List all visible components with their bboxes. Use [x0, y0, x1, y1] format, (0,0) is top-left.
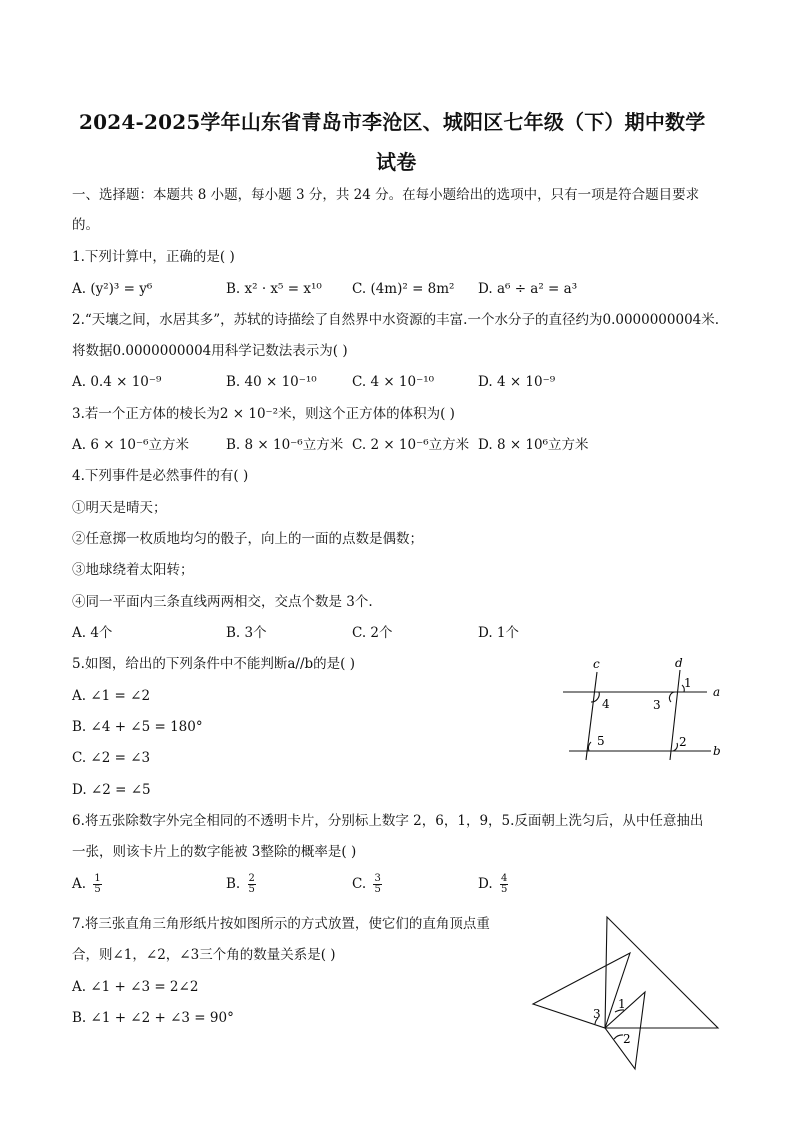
- q2-option-d[interactable]: D. 4 × 10⁻⁹: [478, 374, 556, 390]
- q4-item-4: ④同一平面内三条直线两两相交，交点个数是 3个.: [72, 594, 373, 610]
- fraction: $\frac{2}{5}$: [248, 873, 255, 895]
- q6-stem: 6.将五张除数字外完全相同的不透明卡片，分别标上数字 2，6，1，9，5.反面朝上洗匀后，从中任意抽出: [72, 813, 704, 829]
- angle-5-label: 5: [597, 734, 605, 748]
- q3-option-a[interactable]: A. 6 × 10⁻⁶立方米: [72, 437, 190, 453]
- q1-option-c[interactable]: C. (4m)² = 8m²: [352, 281, 455, 297]
- q6-option-a[interactable]: A. $\frac{1}{5}$: [72, 873, 101, 895]
- q4-option-d[interactable]: D. 1个: [478, 625, 520, 641]
- page-title: 2024-2025学年山东省青岛市李沧区、城阳区七年级（下）期中数学: [79, 110, 706, 134]
- label-d: d: [675, 656, 683, 670]
- page-title-cont: 试卷: [376, 150, 417, 174]
- q1-option-b-expr: x² · x⁵ = x¹⁰: [244, 281, 322, 297]
- q1-stem: 1.下列计算中，正确的是( ): [72, 249, 235, 265]
- q3-option-b[interactable]: B. 8 × 10⁻⁶立方米: [226, 437, 344, 453]
- q2-option-a[interactable]: A. 0.4 × 10⁻⁹: [72, 374, 162, 390]
- label-a: a: [713, 685, 721, 699]
- q6-option-b[interactable]: B. $\frac{2}{5}$: [226, 873, 255, 895]
- q4-stem: 4.下列事件是必然事件的有( ): [72, 468, 249, 484]
- q5-parallel-lines-figure: [555, 652, 735, 772]
- q2-stem-cont: 将数据0.0000000004用科学记数法表示为( ): [72, 343, 348, 359]
- q5-option-b[interactable]: B. ∠4 + ∠5 = 180°: [72, 719, 203, 735]
- q5-stem: 5.如图，给出的下列条件中不能判断a//b的是( ): [72, 656, 355, 672]
- q4-option-c[interactable]: C. 2个: [352, 625, 393, 641]
- q2-option-c-expr: 4 × 10⁻¹⁰: [370, 374, 435, 390]
- q1-option-c-expr: (4m)² = 8m²: [370, 281, 455, 297]
- q1-option-d[interactable]: D. a⁶ ÷ a² = a³: [478, 281, 578, 297]
- angle-1-label: 1: [618, 997, 626, 1011]
- triangle-left: [533, 953, 630, 1028]
- q1-option-a-expr: (y²)³ = y⁶: [90, 281, 153, 297]
- q5-option-c[interactable]: C. ∠2 = ∠3: [72, 750, 151, 766]
- label-b: b: [713, 744, 721, 758]
- q4-option-b[interactable]: B. 3个: [226, 625, 267, 641]
- q3-option-c-expr: 2 × 10⁻⁶立方米: [370, 437, 470, 453]
- q1-option-b[interactable]: B. x² · x⁵ = x¹⁰: [226, 281, 322, 297]
- q7-triangles-figure: [525, 912, 725, 1074]
- line-c: [586, 672, 597, 760]
- q7-option-b[interactable]: B. ∠1 + ∠2 + ∠3 = 90°: [72, 1010, 234, 1026]
- q1-option-a[interactable]: A. (y²)³ = y⁶: [72, 281, 153, 297]
- q7-stem: 7.将三张直角三角形纸片按如图所示的方式放置，使它们的直角顶点重: [72, 916, 490, 932]
- q4-item-3: ③地球绕着太阳转；: [72, 562, 194, 578]
- fraction: $\frac{1}{5}$: [94, 873, 101, 895]
- angle-3-label: 3: [593, 1007, 601, 1021]
- q2-stem: 2.“天壤之间，水居其多”，苏轼的诗描绘了自然界中水资源的丰富.一个水分子的直径约为0.0000000004米.: [72, 312, 720, 328]
- q2-option-d-expr: 4 × 10⁻⁹: [496, 374, 556, 390]
- q4-item-2: ②任意掷一枚质地均匀的骰子，向上的一面的点数是偶数；: [72, 531, 423, 547]
- q5-option-a[interactable]: A. ∠1 = ∠2: [72, 688, 151, 704]
- section-header: 一、选择题：本题共 8 小题，每小题 3 分，共 24 分。在每小题给出的选项中，只有一项是符合题目要求: [72, 187, 700, 203]
- q5-option-d[interactable]: D. ∠2 = ∠5: [72, 782, 151, 798]
- fraction: $\frac{3}{5}$: [374, 873, 381, 895]
- q2-option-b-expr: 40 × 10⁻¹⁰: [244, 374, 317, 390]
- q3-option-b-expr: 8 × 10⁻⁶立方米: [244, 437, 344, 453]
- angle-3-label: 3: [653, 698, 661, 712]
- q6-stem-cont: 一张，则该卡片上的数字能被 3整除的概率是( ): [72, 844, 357, 860]
- section-header-cont: 的。: [72, 217, 99, 233]
- q4-item-1: ①明天是晴天；: [72, 500, 167, 516]
- q2-option-b[interactable]: B. 40 × 10⁻¹⁰: [226, 374, 317, 390]
- angle-2-label: 2: [679, 735, 687, 749]
- q7-option-a[interactable]: A. ∠1 + ∠3 = 2∠2: [72, 979, 199, 995]
- angle-4-label: 4: [602, 697, 610, 711]
- q2-option-c[interactable]: C. 4 × 10⁻¹⁰: [352, 374, 435, 390]
- angle-2-label: 2: [623, 1032, 631, 1046]
- q3-option-a-expr: 6 × 10⁻⁶立方米: [90, 437, 190, 453]
- q3-option-d-expr: 8 × 10⁶立方米: [496, 437, 589, 453]
- q7-stem-cont: 合，则∠1，∠2，∠3三个角的数量关系是( ): [72, 947, 336, 963]
- angle-1-label: 1: [684, 676, 692, 690]
- q2-option-a-expr: 0.4 × 10⁻⁹: [90, 374, 162, 390]
- label-c: c: [593, 657, 600, 671]
- q3-option-d[interactable]: D. 8 × 10⁶立方米: [478, 437, 589, 453]
- triangle-large: [605, 917, 718, 1028]
- fraction: $\frac{4}{5}$: [500, 873, 508, 895]
- q1-option-d-expr: a⁶ ÷ a² = a³: [496, 281, 578, 297]
- q3-option-c[interactable]: C. 2 × 10⁻⁶立方米: [352, 437, 470, 453]
- q3-stem: 3.若一个正方体的棱长为2 × 10⁻²米，则这个正方体的体积为( ): [72, 406, 455, 422]
- q6-option-d[interactable]: D. $\frac{4}{5}$: [478, 873, 508, 895]
- q6-option-c[interactable]: C. $\frac{3}{5}$: [352, 873, 381, 895]
- q4-option-a[interactable]: A. 4个: [72, 625, 113, 641]
